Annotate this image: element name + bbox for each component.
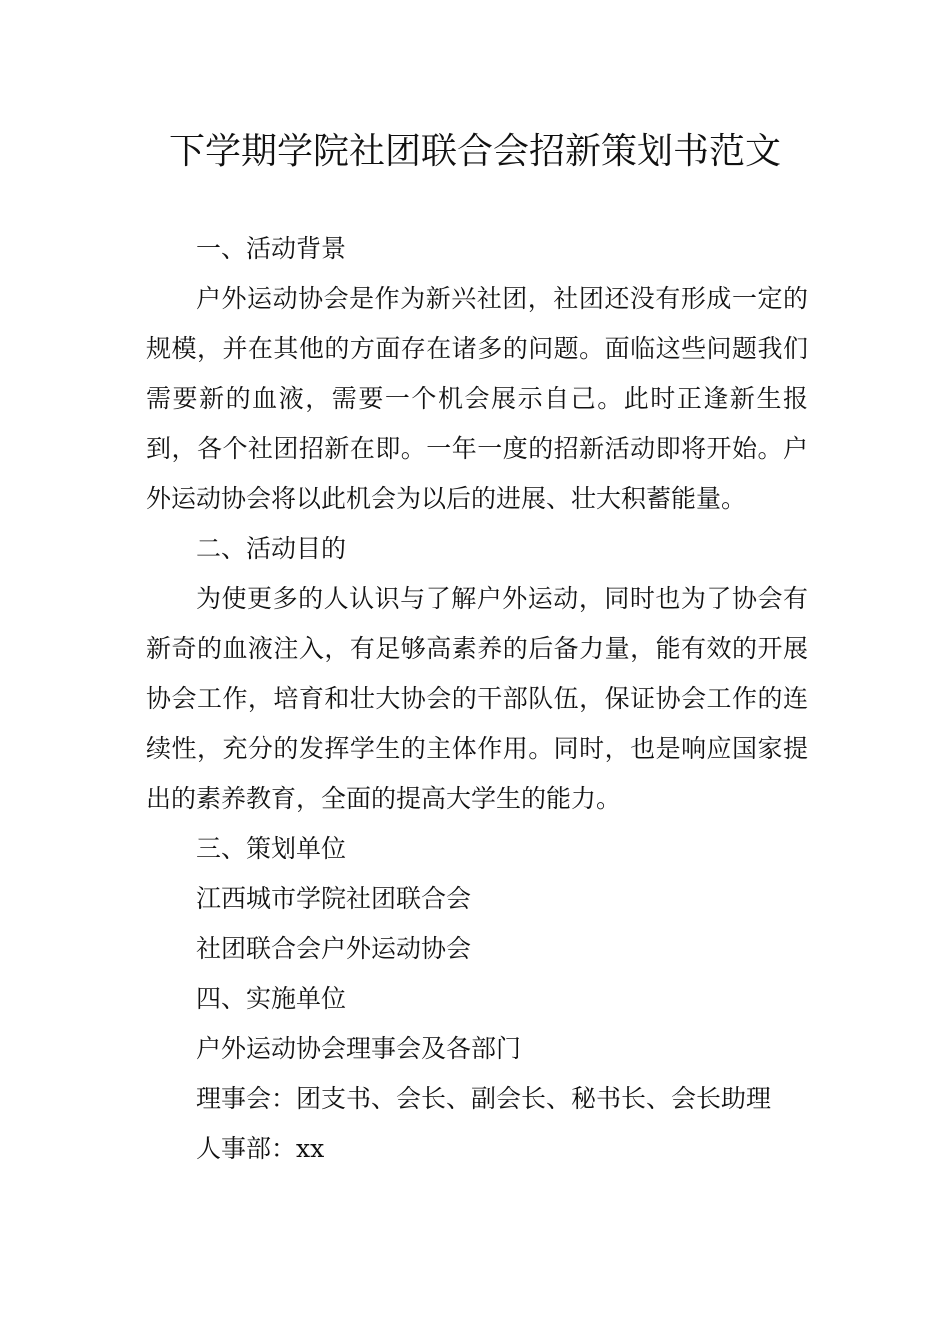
section-heading-planning-unit: 三、策划单位 xyxy=(196,834,347,863)
section-heading-implementing-unit: 四、实施单位 xyxy=(196,984,347,1013)
council-members: 理事会：团支书、会长、副会长、秘书长、会长助理 xyxy=(196,1084,772,1113)
paragraph-purpose: 为使更多的人认识与了解户外运动，同时也为了协会有新奇的血液注入，有足够高素养的后备力量，能有效的开展协会工作，培育和壮大协会的干部队伍，保证协会工作的连续性，充分的发挥学生的主体作用。同时，也是响应国家提出的素养教育，全面的提高大学生的能力。 xyxy=(146,584,808,813)
paragraph-background: 户外运动协会是作为新兴社团，社团还没有形成一定的规模，并在其他的方面存在诸多的问题。面临这些问题我们需要新的血液，需要一个机会展示自己。此时正逢新生报到，各个社团招新在即。一年一度的招新活动即将开始。户外运动协会将以此机会为以后的进展、壮大积蓄能量。 xyxy=(146,284,808,513)
implementing-unit: 户外运动协会理事会及各部门 xyxy=(196,1034,522,1063)
section-heading-purpose: 二、活动目的 xyxy=(196,534,347,563)
planning-unit-1: 江西城市学院社团联合会 xyxy=(196,884,472,913)
document-body xyxy=(146,224,808,1174)
document-title: 下学期学院社团联合会招新策划书范文 xyxy=(168,131,781,172)
section-heading-background: 一、活动背景 xyxy=(196,234,347,263)
planning-unit-2: 社团联合会户外运动协会 xyxy=(196,934,472,963)
personnel-department: 人事部：xx xyxy=(196,1134,325,1163)
